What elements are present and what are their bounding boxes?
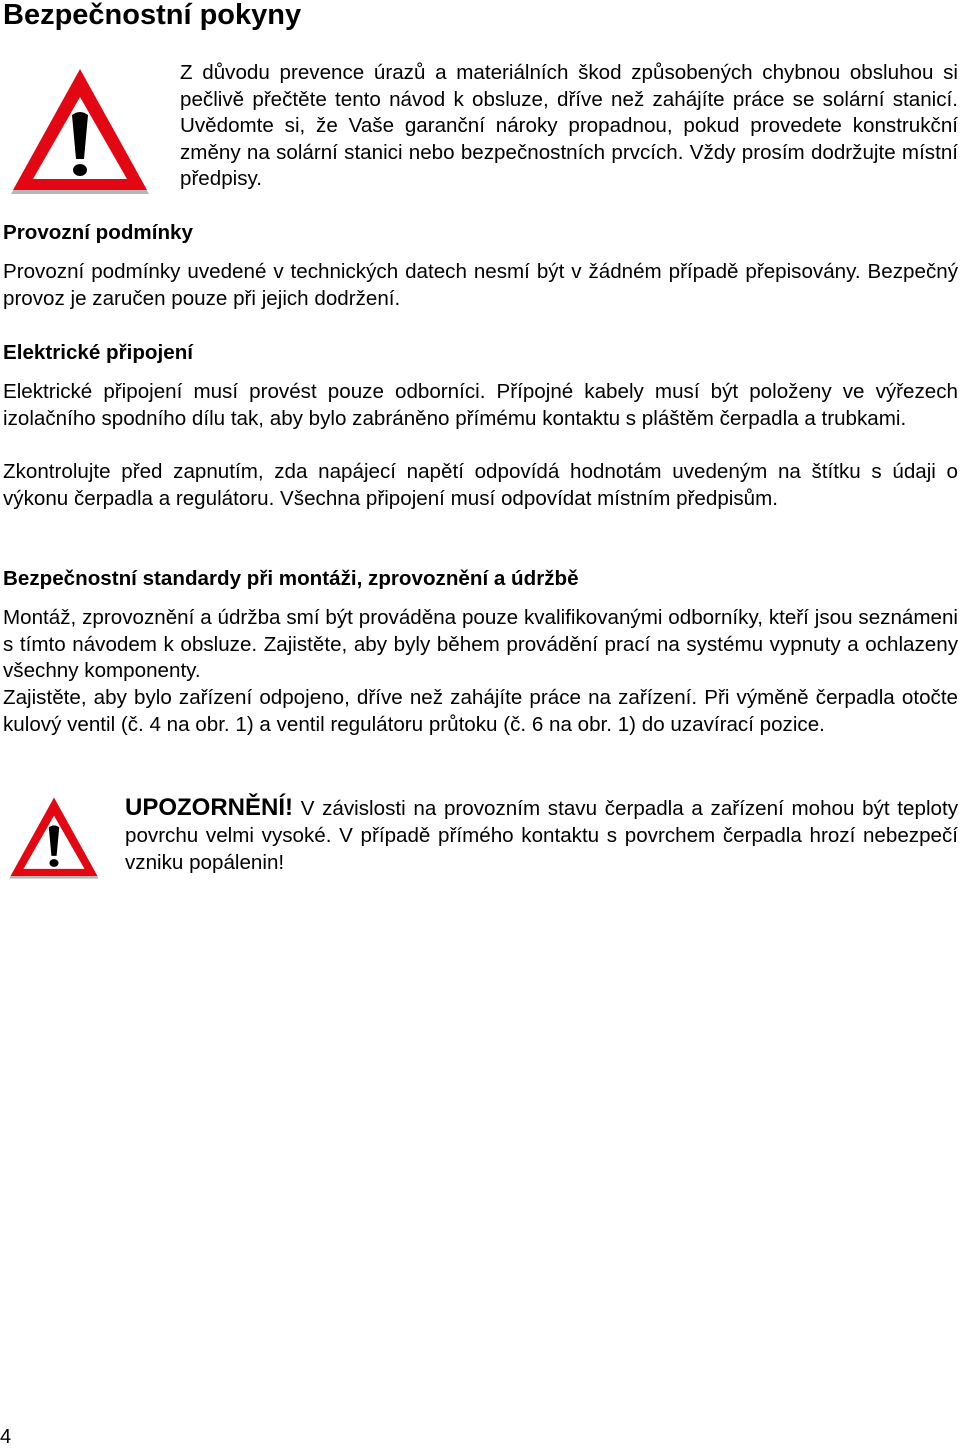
intro-paragraph: Z důvodu prevence úrazů a materiálních škod způsobených chybnou obsluhou si pečlivě přečtěte tento návod k obsluze, dříve než zahájíte práce se solární stanicí. Uvědomte si, že Vaše garanční nároky propadnou, pokud provedete konstrukční změny na solární stanici nebo bezpečnostních prvcích. Vždy prosím dodržujte místní předpisy. [180,61,958,190]
warning-triangle-icon [6,66,154,200]
heading-safety-standards: Bezpečnostní standardy při montáži, zprovoznění a údržbě [3,567,579,590]
operating-conditions-paragraph: Provozní podmínky uvedené v technických datech nesmí být v žádném případě přepisovány. Bezpečný provoz je zaručen pouze při jejich dodržení. [3,260,958,310]
heading-operating-conditions: Provozní podmínky [3,221,193,244]
electrical-connection-paragraph-1: Elektrické připojení musí provést pouze odborníci. Přípojné kabely musí být položeny ve výřezech izolačního spodního dílu tak, aby bylo zabráněno přímému kontaktu s pláštěm čerpadla a trubkami. [3,380,958,430]
safety-standards-paragraph-2: Zajistěte, aby bylo zařízení odpojeno, dříve než zahájíte práce na zařízení. Při výměně čerpadla otočte kulový ventil (č. 4 na obr. 1) a ventil regulátoru průtoku (č. 6 na obr. 1) do uzavírací pozice. [3,686,958,736]
warning-paragraph [125,794,958,876]
warning-label: UPOZORNĚNÍ! [125,794,293,821]
warning-triangle-icon [6,795,102,883]
safety-standards-paragraph-1: Montáž, zprovoznění a údržba smí být prováděna pouze kvalifikovanými odborníky, kteří jsou seznámeni s tímto návodem k obsluze. Zajistěte, aby byly během provádění prací na systému vypnuty a ochlazeny všechny komponenty. [3,606,958,682]
heading-electrical-connection: Elektrické připojení [3,341,193,364]
page-title: Bezpečnostní pokyny [3,0,302,31]
page-number: 4 [0,1426,12,1448]
warning-text: V závislosti na provozním stavu čerpadla a zařízení mohou být teploty povrchu velmi vysoké. V případě přímého kontaktu s povrchem čerpadla hrozí nebezpečí vzniku popálenin! [125,797,958,874]
electrical-connection-paragraph-2: Zkontrolujte před zapnutím, zda napájecí napětí odpovídá hodnotám uvedeným na štítku s údaji o výkonu čerpadla a regulátoru. Všechna připojení musí odpovídat místním předpisům. [3,460,958,510]
